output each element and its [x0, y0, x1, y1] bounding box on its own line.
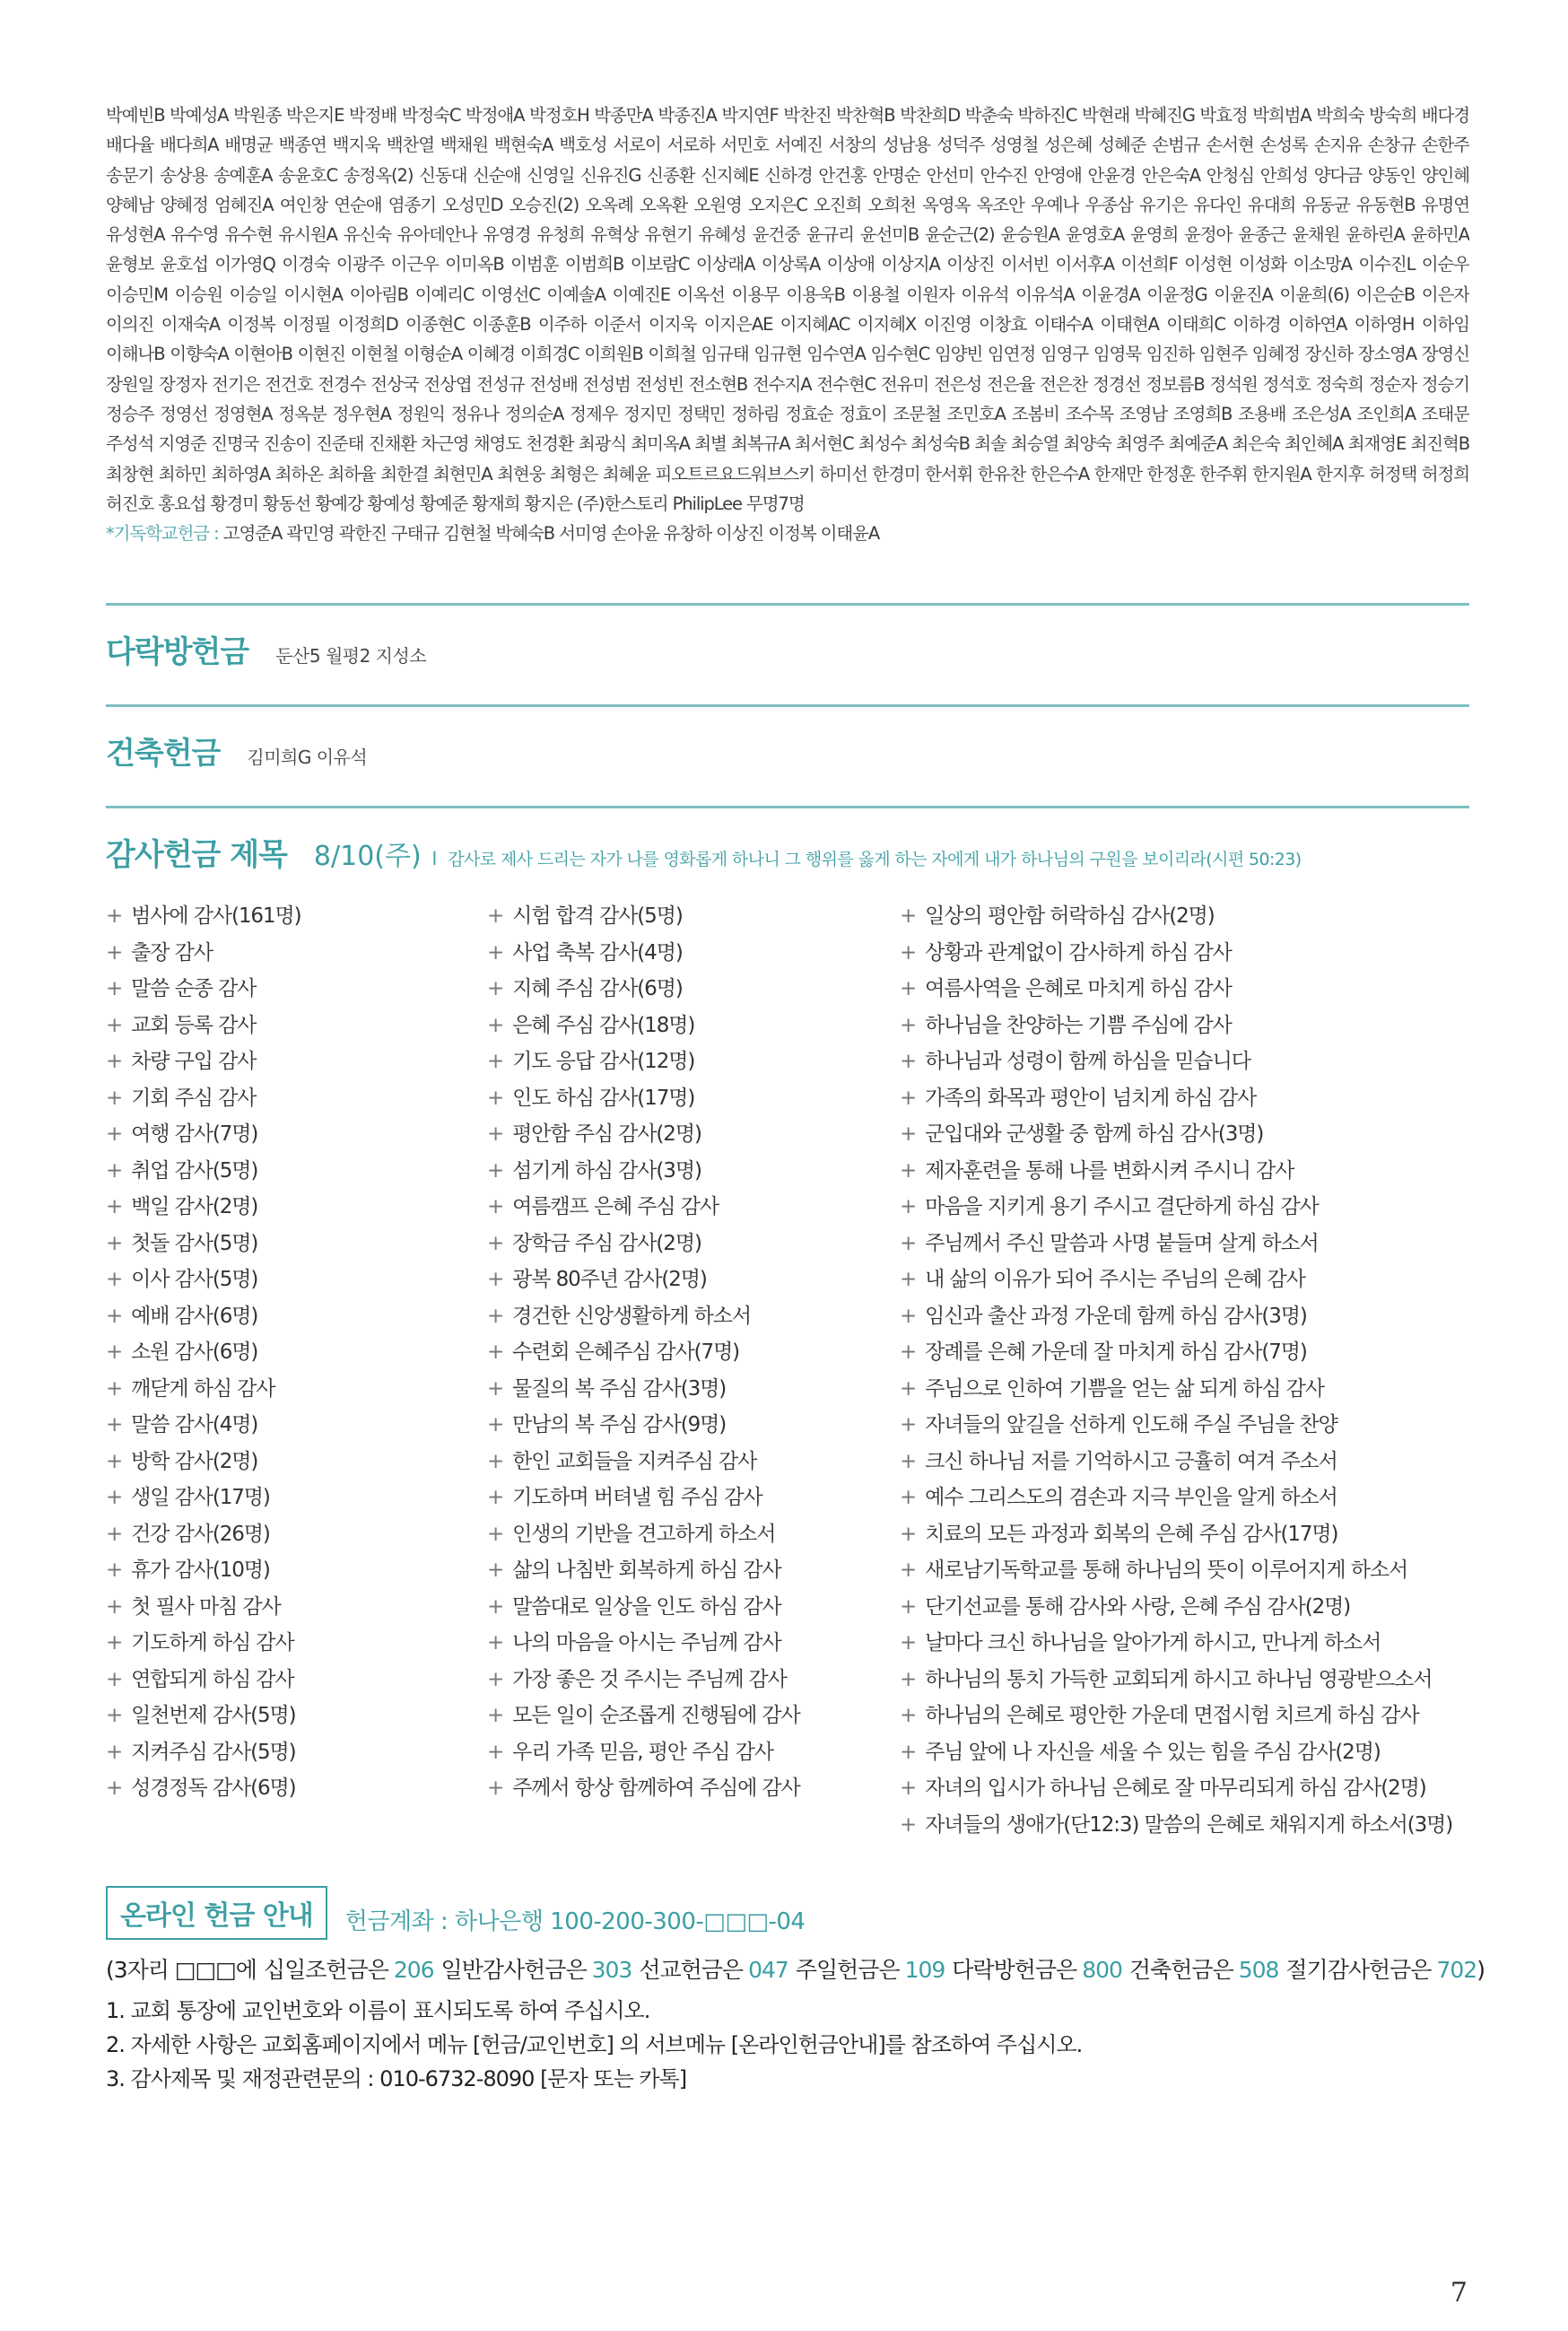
thanks-item-text: 교회 등록 감사 [131, 1013, 257, 1037]
plus-icon: + [900, 977, 917, 1000]
plus-icon: + [487, 1086, 504, 1110]
thanks-item [106, 1116, 487, 1153]
plus-icon: + [900, 1740, 917, 1764]
online-title: 온라인 헌금 안내 [106, 1886, 327, 1940]
plus-icon: + [106, 904, 123, 928]
thanks-item [487, 1589, 900, 1626]
thanks-item [900, 1589, 1469, 1626]
thanks-item-text: 건강 감사(26명) [131, 1522, 270, 1546]
thanks-item [487, 1407, 900, 1444]
thanks-item [900, 1262, 1469, 1298]
thanks-item [900, 1407, 1469, 1444]
thanks-item [900, 1226, 1469, 1262]
thanks-item-text: 자녀들의 생애가(단12:3) 말씀의 은혜로 채워지게 하소서(3명) [925, 1812, 1453, 1837]
thanks-item-text: 경건한 신앙생활하게 하소서 [512, 1304, 752, 1328]
plus-icon: + [900, 1631, 917, 1654]
plus-icon: + [900, 1231, 917, 1255]
code-number: 800 [1082, 1957, 1122, 1983]
thanks-item [487, 1153, 900, 1190]
thanks-item-text: 여름사역을 은혜로 마치게 하심 감사 [925, 977, 1232, 1000]
plus-icon: + [900, 1558, 917, 1582]
thanks-item-text: 하나님을 찬양하는 기쁨 주심에 감사 [925, 1013, 1232, 1037]
thanks-item [900, 1189, 1469, 1226]
code-label: 다락방헌금은 [952, 1957, 1077, 1983]
plus-icon: + [900, 1777, 917, 1800]
plus-icon: + [106, 1413, 123, 1436]
thanks-item-text: 휴가 감사(10명) [131, 1558, 270, 1582]
plus-icon: + [900, 904, 917, 928]
thanks-item [487, 1189, 900, 1226]
thanks-item-text: 방학 감사(2명) [131, 1449, 258, 1473]
thanks-item-text: 임신과 출산 과정 가운데 함께 하심 감사(3명) [925, 1304, 1307, 1328]
thanks-item-text: 예수 그리스도의 겸손과 지극 부인을 알게 하소서 [925, 1486, 1337, 1509]
thanks-item [487, 1770, 900, 1807]
thanks-item [900, 1298, 1469, 1335]
thanks-item [487, 1552, 900, 1589]
plus-icon: + [106, 1704, 123, 1727]
thanks-item [487, 1371, 900, 1408]
plus-icon: + [487, 1449, 504, 1473]
thanks-item [106, 1262, 487, 1298]
thanks-item [106, 1552, 487, 1589]
thanks-item-text: 여름캠프 은혜 주심 감사 [512, 1195, 719, 1218]
thanks-item-text: 첫 필사 마침 감사 [131, 1594, 281, 1619]
thanks-item [487, 1298, 900, 1335]
thanks-item [106, 1625, 487, 1662]
thanks-item-text: 한인 교회들을 지켜주심 감사 [512, 1449, 757, 1473]
section-title: 다락방헌금 [106, 634, 249, 670]
thanks-item [106, 935, 487, 972]
plus-icon: + [487, 940, 504, 965]
thanks-item [106, 1189, 487, 1226]
thanks-item [900, 1698, 1469, 1734]
plus-icon: + [487, 1231, 504, 1255]
thanks-item-text: 삶의 나침반 회복하게 하심 감사 [512, 1558, 781, 1582]
plus-icon: + [900, 1304, 917, 1328]
bible-verse: 감사로 제사 드리는 자가 나를 영화롭게 하나니 그 행위를 옳게 하는 자에게 내가 하나님의 구원을 보이리라(시편 50:23) [448, 850, 1302, 869]
thanks-item-text: 기회 주심 감사 [131, 1086, 257, 1110]
online-offering [106, 1886, 1485, 2096]
thanks-item-text: 첫돌 감사(5명) [131, 1231, 258, 1255]
thanks-item-text: 마음을 지키게 용기 주시고 결단하게 하심 감사 [925, 1195, 1319, 1218]
plus-icon: + [106, 1522, 123, 1546]
thanks-item [106, 1698, 487, 1734]
section-value: 김미희G 이유석 [247, 746, 368, 768]
thanks-item [900, 1770, 1469, 1807]
thanks-item [900, 1043, 1469, 1080]
thanks-item-text: 주께서 항상 함께하여 주심에 감사 [512, 1777, 800, 1800]
thanks-item-text: 치료의 모든 과정과 회복의 은혜 주심 감사(17명) [925, 1522, 1338, 1546]
thanks-column-3 [900, 898, 1469, 1843]
code-label: 선교헌금은 [639, 1957, 744, 1983]
thanks-item [487, 1043, 900, 1080]
plus-icon: + [487, 1304, 504, 1328]
thanks-item-text: 출장 감사 [131, 940, 213, 965]
thanks-item [106, 971, 487, 1008]
thanks-item [900, 1334, 1469, 1371]
thanks-list [106, 898, 1469, 1843]
plus-icon: + [106, 940, 123, 965]
thanks-item [487, 1116, 900, 1153]
plus-icon: + [106, 1231, 123, 1255]
thanks-item-text: 지혜 주심 감사(6명) [512, 977, 683, 1000]
thanks-item [900, 1734, 1469, 1771]
plus-icon: + [106, 1667, 123, 1691]
memorial-label: *기독학교헌금 : [106, 523, 219, 545]
donor-names-list: 박예빈B 박예성A 박원종 박은지E 박정배 박정숙C 박정애A 박정호H 박종만A 박종진A 박지연F 박찬진 박찬혁B 박찬희D 박춘숙 박하진C 박현래 박혜진G 박효정 박희범A 박희숙 방숙희 배다경 배다율 배다희A 배명균 백종연 백지욱 백찬열 백채원 백현숙A 백호성 서로이 서로하 서민호 서예진 서창의 성남용 성덕주 성영철 성은혜 성혜준 손범규 손서현 손성록 손지유 손창규 손한주 송문기 송상용 송예훈A 송윤호C 송정옥(2) 신동대 신순애 신영일 신유진G 신종환 신지혜E 신하경 안건홍 안명순 안선미 안수진 안영애 안윤경 안은숙A 안청심 안희성 양다금 양동인 양인혜 양혜남 양혜정 엄혜진A 여인창 연순애 염종기 오성민D 오승진(2) 오옥례 오옥환 오원영 오지은C 오진희 오희천 옥영옥 옥조안 우예나 우종삼 유기은 유다인 유대희 유동균 유동현B 유명연 유성현A 유수영 유수현 유시원A 유신숙 유아데안나 유영경 유청희 유혁상 유현기 유혜성 윤건중 윤규리 윤선미B 윤순근(2) 윤승원A 윤영호A 윤영희 윤정아 윤종근 윤채원 윤하린A 윤하민A 윤형보 윤호섭 이가영Q 이경숙 이광주 이근우 이미옥B 이범훈 이범희B 이보람C 이상래A 이상록A 이상애 이상지A 이상진 이서빈 이서후A 이선희F 이성현 이성화 이소망A 이수진L 이순우 이승민M 이승원 이승일 이시현A 이아림B 이예리C 이영선C 이예솔A 이예진E 이옥선 이용무 이용욱B 이용철 이원자 이유석 이유석A 이윤경A 이윤정G 이윤진A 이윤희(6) 이은순B 이은자 이의진 이재숙A 이정복 이정필 이정희D 이종현C 이종훈B 이주하 이준서 이지욱 이지은AE 이지혜AC 이지혜X 이진영 이창효 이태수A 이태현A 이태희C 이하경 이하연A 이하영H 이하임 이해나B 이향숙A 이현아B 이현진 이현철 이형순A 이혜경 이희경C 이희원B 이희철 임규태 임규현 임수연A 임수현C 임양빈 임연정 임영구 임영묵 임진하 임현주 임혜정 장신하 장소영A 장영신 장원일 장정자 전기은 전건호 전경수 전상국 전상엽 전성규 전성배 전성범 전성빈 전소현B 전수지A 전수현C 전유미 전은성 전은율 전은찬 정경선 정보름B 정석원 정석호 정숙희 정순자 정승기 정승주 정영선 정영현A 정옥분 정우현A 정원익 정유나 정의순A 정제우 정지민 정택민 정하림 정효순 정효이 조문철 조민호A 조봄비 조수목 조영남 조영희B 조용배 조은성A 조인희A 조태문 주성석 지영준 진명국 진송이 진준태 진채환 차근영 채영도 천경환 최광식 최미옥A 최별 최복규A 최서현C 최성수 최성숙B 최솔 최승열 최양숙 최영주 최예준A 최은숙 최인혜A 최재영E 최진혁B 최창현 최하민 최하영A 최하온 최하율 최한결 최현민A 최현웅 최형은 최혜윤 피오트르요드워브스키 하미선 한경미 한서휘 한유찬 한은수A 한재만 한정훈 한주휘 한지원A 한지후 허정택 허정희 허진호 홍요섭 황경미 황동선 황예강 황예성 황예준 황재희 황지은 (주)한스토리 PhilipLee 무명7명 [106, 105, 1469, 514]
thanks-item-text: 말씀대로 일상을 인도 하심 감사 [512, 1594, 781, 1619]
plus-icon: + [106, 1158, 123, 1183]
code-label: 일반감사헌금은 [440, 1957, 587, 1983]
plus-icon: + [487, 1777, 504, 1800]
section-date: 8/10(주) [313, 841, 422, 872]
thanks-item [487, 971, 900, 1008]
thanks-item-text: 은혜 주심 감사(18명) [512, 1013, 695, 1037]
plus-icon: + [106, 1740, 123, 1764]
thanks-item-text: 성경정독 감사(6명) [131, 1777, 296, 1800]
thanks-item-text: 상황과 관계없이 감사하게 하심 감사 [925, 940, 1232, 965]
plus-icon: + [106, 1558, 123, 1582]
thanks-item-text: 예배 감사(6명) [131, 1304, 258, 1328]
thanks-item-text: 인도 하심 감사(17명) [512, 1086, 695, 1110]
thanks-item [106, 1589, 487, 1626]
thanks-item-text: 새로남기독학교를 통해 하나님의 뜻이 이루어지게 하소서 [925, 1558, 1408, 1582]
plus-icon: + [900, 1195, 917, 1218]
plus-icon: + [106, 1486, 123, 1509]
plus-icon: + [487, 1195, 504, 1218]
plus-icon: + [106, 1594, 123, 1619]
plus-icon: + [900, 1122, 917, 1146]
thanks-item [487, 1698, 900, 1734]
thanks-item-text: 지켜주심 감사(5명) [131, 1740, 296, 1764]
plus-icon: + [487, 1013, 504, 1037]
plus-icon: + [900, 1376, 917, 1401]
codes-prefix: (3자리 □□□에 [106, 1957, 257, 1983]
plus-icon: + [106, 1631, 123, 1654]
thanks-item-text: 가족의 화목과 평안이 넘치게 하심 감사 [925, 1086, 1257, 1110]
thanks-item [106, 1734, 487, 1771]
instruction-2: 2. 자세한 사항은 교회홈페이지에서 메뉴 [헌금/교인번호] 의 서브메뉴 [온라인헌금안내]를 참조하여 주십시오. [106, 2032, 1083, 2057]
thanks-item-text: 주님 앞에 나 자신을 세울 수 있는 힘을 주심 감사(2명) [925, 1740, 1381, 1764]
thanks-item [487, 1080, 900, 1117]
thanks-item [487, 1662, 900, 1698]
plus-icon: + [487, 1158, 504, 1183]
plus-icon: + [106, 1086, 123, 1110]
plus-icon: + [900, 1086, 917, 1110]
plus-icon: + [106, 1376, 123, 1401]
thanks-item [900, 1480, 1469, 1516]
plus-icon: + [487, 1268, 504, 1291]
plus-icon: + [487, 1122, 504, 1146]
section-thanks [106, 808, 1469, 895]
thanks-item-text: 말씀 순종 감사 [131, 977, 257, 1000]
plus-icon: + [487, 1740, 504, 1764]
thanks-item-text: 만남의 복 주심 감사(9명) [512, 1413, 727, 1436]
section-title: 건축헌금 [106, 736, 221, 772]
thanks-column-1 [106, 898, 487, 1843]
plus-icon: + [487, 1413, 504, 1436]
thanks-item-text: 가장 좋은 것 주시는 주님께 감사 [512, 1667, 787, 1691]
plus-icon: + [900, 1413, 917, 1436]
plus-icon: + [900, 1449, 917, 1473]
instruction-3: 3. 감사제목 및 재정관련문의 : 010-6732-8090 [문자 또는 카톡] [106, 2066, 687, 2091]
plus-icon: + [900, 1268, 917, 1291]
plus-icon: + [487, 1522, 504, 1546]
code-label: 십일조헌금은 [263, 1957, 388, 1983]
thanks-item [106, 1770, 487, 1807]
thanks-item [487, 1734, 900, 1771]
thanks-item [900, 898, 1469, 935]
thanks-item-text: 이사 감사(5명) [131, 1268, 258, 1291]
plus-icon: + [487, 1631, 504, 1654]
thanks-item [487, 1444, 900, 1480]
thanks-item [487, 1625, 900, 1662]
thanks-item [487, 1262, 900, 1298]
thanks-item-text: 크신 하나님 저를 기억하시고 긍휼히 여겨 주소서 [925, 1449, 1337, 1473]
thanks-item [900, 971, 1469, 1008]
thanks-item-text: 기도 응답 감사(12명) [512, 1050, 695, 1073]
plus-icon: + [106, 1777, 123, 1800]
plus-icon: + [487, 1667, 504, 1691]
thanks-item [487, 1480, 900, 1516]
section-title: 감사헌금 제목 [106, 837, 287, 873]
thanks-item [900, 1662, 1469, 1698]
thanks-item [106, 1043, 487, 1080]
thanks-item-text: 연합되게 하심 감사 [131, 1667, 294, 1691]
thanks-item-text: 깨닫게 하심 감사 [131, 1376, 275, 1401]
plus-icon: + [487, 1376, 504, 1401]
code-number: 109 [904, 1957, 945, 1983]
thanks-item-text: 우리 가족 믿음, 평안 주심 감사 [512, 1740, 773, 1764]
thanks-item [106, 1334, 487, 1371]
plus-icon: + [900, 1667, 917, 1691]
plus-icon: + [487, 1558, 504, 1582]
thanks-item [106, 1444, 487, 1480]
code-number: 047 [748, 1957, 788, 1983]
plus-icon: + [106, 1013, 123, 1037]
thanks-item [106, 1080, 487, 1117]
thanks-item [106, 1407, 487, 1444]
plus-icon: + [106, 1304, 123, 1328]
thanks-item-text: 소원 감사(6명) [131, 1340, 258, 1364]
thanks-item [900, 1008, 1469, 1044]
thanks-item [900, 1552, 1469, 1589]
plus-icon: + [900, 940, 917, 965]
page [106, 100, 1485, 2096]
plus-icon: + [106, 1195, 123, 1218]
thanks-column-2 [487, 898, 900, 1843]
thanks-item-text: 주님께서 주신 말씀과 사명 붙들며 살게 하소서 [925, 1231, 1319, 1255]
section-building [106, 707, 1469, 806]
plus-icon: + [487, 904, 504, 928]
thanks-item [106, 1371, 487, 1408]
thanks-item [487, 1008, 900, 1044]
section-value: 둔산5 월평2 지성소 [275, 645, 427, 667]
plus-icon: + [106, 1268, 123, 1291]
thanks-item-text: 기도하며 버텨낼 힘 주심 감사 [512, 1486, 762, 1509]
thanks-item-text: 하나님의 은혜로 평안한 가운데 면접시험 치르게 하심 감사 [925, 1704, 1419, 1727]
thanks-item-text: 생일 감사(17명) [131, 1486, 270, 1509]
thanks-item-text: 날마다 크신 하나님을 알아가게 하시고, 만나게 하소서 [925, 1631, 1381, 1654]
thanks-item-text: 기도하게 하심 감사 [131, 1631, 294, 1654]
thanks-item [106, 1662, 487, 1698]
thanks-item-text: 하나님의 통치 가득한 교회되게 하시고 하나님 영광받으소서 [925, 1667, 1433, 1691]
thanks-item-text: 제자훈련을 통해 나를 변화시켜 주시니 감사 [925, 1158, 1294, 1183]
thanks-item-text: 평안함 주심 감사(2명) [512, 1122, 701, 1146]
plus-icon: + [487, 1594, 504, 1619]
plus-icon: + [487, 1486, 504, 1509]
thanks-item-text: 광복 80주년 감사(2명) [512, 1268, 707, 1291]
codes-suffix: ) [1477, 1957, 1485, 1983]
thanks-item-text: 차량 구입 감사 [131, 1050, 257, 1073]
thanks-item-text: 자녀의 입시가 하나님 은혜로 잘 마무리되게 하심 감사(2명) [925, 1777, 1426, 1800]
plus-icon: + [900, 1594, 917, 1619]
thanks-item-text: 일천번제 감사(5명) [131, 1704, 296, 1727]
plus-icon: + [487, 1340, 504, 1364]
thanks-item [900, 1153, 1469, 1190]
thanks-item [106, 1153, 487, 1190]
thanks-item [900, 1516, 1469, 1553]
code-label: 절기감사헌금은 [1285, 1957, 1432, 1983]
plus-icon: + [900, 1812, 917, 1837]
thanks-item-text: 여행 감사(7명) [131, 1122, 258, 1146]
thanks-item-text: 나의 마음을 아시는 주님께 감사 [512, 1631, 781, 1654]
plus-icon: + [487, 1704, 504, 1727]
offering-codes [106, 1952, 1485, 1985]
thanks-item [900, 1116, 1469, 1153]
plus-icon: + [487, 1050, 504, 1073]
thanks-item-text: 범사에 감사(161명) [131, 904, 301, 928]
thanks-item-text: 백일 감사(2명) [131, 1195, 258, 1218]
thanks-item [900, 1444, 1469, 1480]
code-number: 508 [1238, 1957, 1279, 1983]
thanks-item-text: 장례를 은혜 가운데 잘 마치게 하심 감사(7명) [925, 1340, 1307, 1364]
donor-names [106, 100, 1469, 603]
thanks-item [106, 1516, 487, 1553]
plus-icon: + [900, 1704, 917, 1727]
instructions [106, 1994, 1469, 2096]
thanks-item [106, 1298, 487, 1335]
thanks-item [106, 1008, 487, 1044]
page-number: 7 [1450, 2277, 1468, 2309]
separator: l [431, 848, 438, 869]
thanks-item [487, 898, 900, 935]
thanks-item-text: 모든 일이 순조롭게 진행됨에 감사 [512, 1704, 800, 1727]
thanks-item [487, 1334, 900, 1371]
thanks-item [900, 1080, 1469, 1117]
thanks-item [900, 1371, 1469, 1408]
plus-icon: + [900, 1340, 917, 1364]
code-number: 702 [1436, 1957, 1477, 1983]
thanks-item-text: 일상의 평안함 허락하심 감사(2명) [925, 904, 1215, 928]
thanks-item [487, 1226, 900, 1262]
code-label: 건축헌금은 [1128, 1957, 1233, 1983]
thanks-item [487, 935, 900, 972]
thanks-item-text: 하나님과 성령이 함께 하심을 믿습니다 [925, 1050, 1250, 1073]
plus-icon: + [106, 1122, 123, 1146]
thanks-item-text: 섬기게 하심 감사(3명) [512, 1158, 701, 1183]
thanks-item-text: 내 삶의 이유가 되어 주시는 주님의 은혜 감사 [925, 1268, 1305, 1291]
code-number: 303 [591, 1957, 632, 1983]
section-darakbang [106, 606, 1469, 704]
code-number: 206 [393, 1957, 434, 1983]
plus-icon: + [900, 1522, 917, 1546]
thanks-item [900, 935, 1469, 972]
thanks-item-text: 취업 감사(5명) [131, 1158, 258, 1183]
thanks-item-text: 장학금 주심 감사(2명) [512, 1231, 701, 1255]
plus-icon: + [900, 1013, 917, 1037]
plus-icon: + [900, 1486, 917, 1509]
thanks-item-text: 물질의 복 주심 감사(3명) [512, 1376, 727, 1401]
thanks-item [487, 1516, 900, 1553]
thanks-item-text: 시험 합격 감사(5명) [512, 904, 683, 928]
plus-icon: + [106, 977, 123, 1000]
thanks-item-text: 군입대와 군생활 중 함께 하심 감사(3명) [925, 1122, 1264, 1146]
thanks-item [106, 1226, 487, 1262]
memorial-names: 고영준A 곽민영 곽한진 구태규 김현철 박혜숙B 서미영 손아윤 유창하 이상진 이정복 이태윤A [222, 523, 880, 545]
plus-icon: + [900, 1158, 917, 1183]
thanks-item [106, 898, 487, 935]
plus-icon: + [487, 977, 504, 1000]
account-number: 헌금계좌 : 하나은행 100-200-300-□□□-04 [344, 1908, 806, 1935]
thanks-item-text: 단기선교를 통해 감사와 사랑, 은혜 주심 감사(2명) [925, 1594, 1351, 1619]
thanks-item-text: 주님으로 인하여 기쁨을 얻는 삶 되게 하심 감사 [925, 1376, 1324, 1401]
plus-icon: + [900, 1050, 917, 1073]
thanks-item-text: 말씀 감사(4명) [131, 1413, 258, 1436]
thanks-item-text: 사업 축복 감사(4명) [512, 940, 683, 965]
thanks-item [106, 1480, 487, 1516]
thanks-item-text: 자녀들의 앞길을 선하게 인도해 주실 주님을 찬양 [925, 1413, 1337, 1436]
thanks-item-text: 인생의 기반을 견고하게 하소서 [512, 1522, 776, 1546]
thanks-item [900, 1807, 1469, 1844]
thanks-item-text: 수련회 은혜주심 감사(7명) [512, 1340, 740, 1364]
plus-icon: + [106, 1449, 123, 1473]
thanks-item [900, 1625, 1469, 1662]
plus-icon: + [106, 1050, 123, 1073]
instruction-1: 1. 교회 통장에 교인번호와 이름이 표시되도록 하여 주십시오. [106, 1998, 650, 2023]
plus-icon: + [106, 1340, 123, 1364]
code-label: 주일헌금은 [795, 1957, 900, 1983]
